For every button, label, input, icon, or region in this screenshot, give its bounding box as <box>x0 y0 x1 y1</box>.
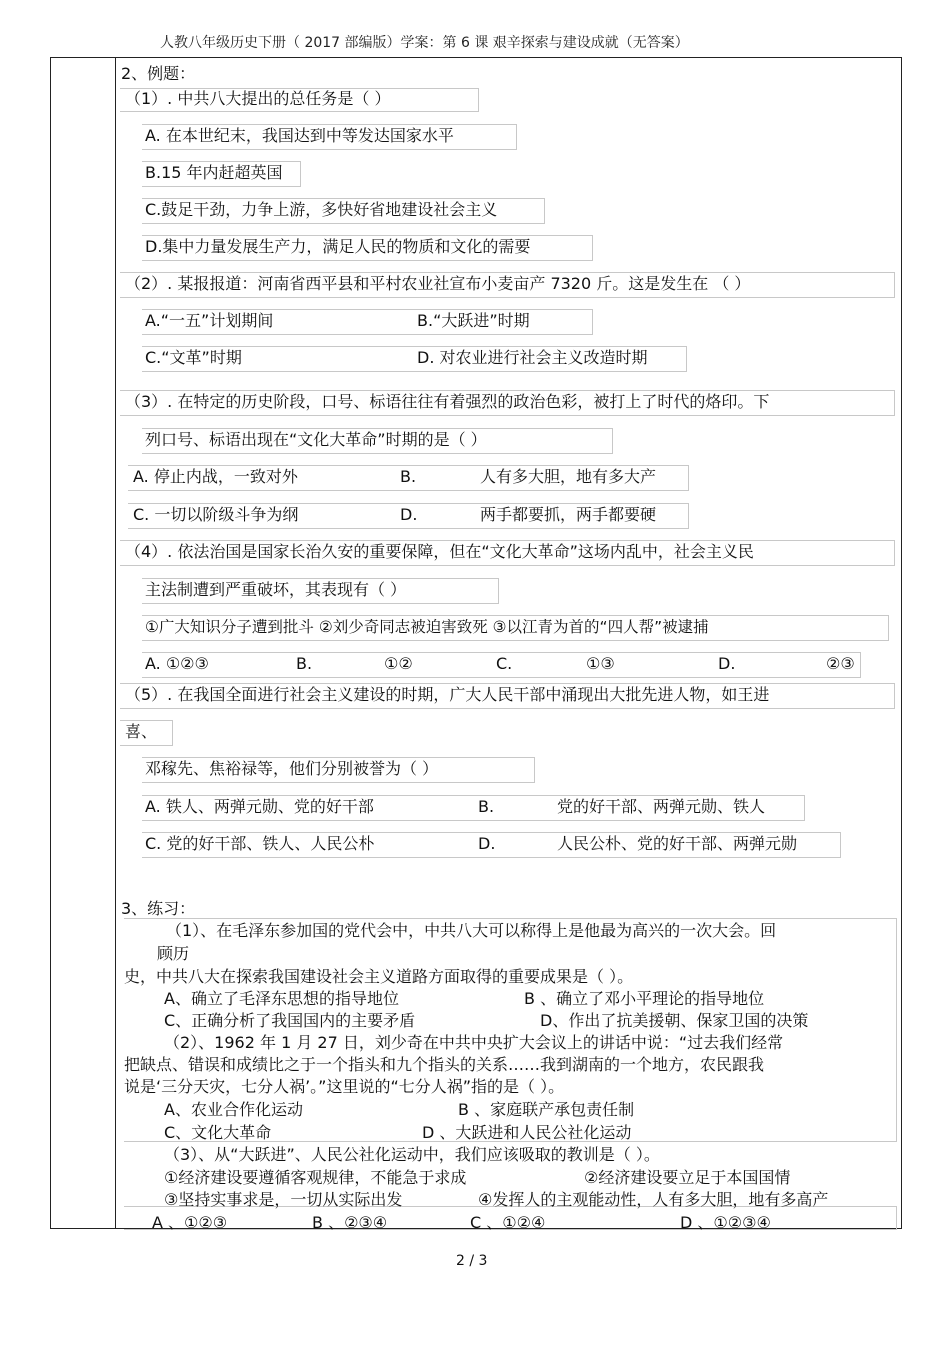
practice-q3-stem: （3）、从“大跃进”、人民公社化运动中，我们应该吸取的教训是（ ）。 <box>164 1145 660 1164</box>
example-q3-option-b: 人有多大胆，地有多大产 <box>480 467 657 486</box>
example-q5-option-b: 党的好干部、两弹元勋、铁人 <box>557 797 766 816</box>
practice-q2-stem-line3: 说是‘三分天灾，七分人祸’。”这里说的“七分人祸”指的是（ ）。 <box>124 1077 565 1096</box>
example-q4-option-a: A. ①②③ <box>145 654 209 673</box>
example-q3-option-d-letter: D. <box>400 505 418 524</box>
example-q2-option-c: C.“文革”时期 <box>145 348 242 367</box>
example-q4-option-c: ①③ <box>586 654 615 673</box>
example-q1-option-c: C.鼓足干劲，力争上游，多快好省地建设社会主义 <box>145 200 498 219</box>
example-q5-option-c: C. 党的好干部、铁人、人民公朴 <box>145 834 375 853</box>
practice-q2-option-b: B 、家庭联产承包责任制 <box>458 1100 635 1119</box>
example-q3-stem-line1: （3）. 在特定的历史阶段，口号、标语往往有着强烈的政治色彩，被打上了时代的烙印。下 <box>125 392 770 411</box>
example-q5-option-a: A. 铁人、两弹元勋、党的好干部 <box>145 797 374 816</box>
example-q1-stem: （1）. 中共八大提出的总任务是（ ） <box>125 89 391 108</box>
practice-q2-option-a: A、农业合作化运动 <box>164 1100 303 1119</box>
practice-q3-item1: ①经济建设要遵循客观规律，不能急于求成 <box>164 1168 467 1187</box>
example-q3-stem-line2: 列口号、标语出现在“文化大革命”时期的是（ ） <box>145 430 487 449</box>
example-q2-stem: （2）. 某报报道：河南省西平县和平村农业社宣布小麦亩产 7320 斤。这是发生在 （ ） <box>125 274 751 293</box>
practice-q1-option-c: C、正确分析了我国国内的主要矛盾 <box>164 1011 416 1030</box>
example-q4-option-c-letter: C. <box>496 654 513 673</box>
practice-q1-stem-line3: 史，中共八大在探索我国建设社会主义道路方面取得的重要成果是（ ）。 <box>124 967 634 986</box>
practice-heading: 3、练习： <box>121 899 196 918</box>
practice-q2-stem-line1: （2）、1962 年 1 月 27 日，刘少奇在中共中央扩大会议上的讲话中说：“过去我们经常 <box>164 1033 784 1052</box>
page-number: 2 / 3 <box>456 1253 488 1269</box>
practice-q3-item3: ③坚持实事求是，一切从实际出发 <box>164 1190 403 1209</box>
practice-q2-stem-line2: 把缺点、错误和成绩比之于一个指头和九个指头的关系……我到湖南的一个地方，农民跟我 <box>124 1055 765 1074</box>
example-q4-option-d: ②③ <box>826 654 855 673</box>
example-q3-option-d: 两手都要抓，两手都要硬 <box>480 505 657 524</box>
example-q3-option-c: C. 一切以阶级斗争为纲 <box>133 505 299 524</box>
practice-q1-option-d: D、作出了抗美援朝、保家卫国的决策 <box>540 1011 809 1030</box>
example-q2-option-a: A.“一五”计划期间 <box>145 311 274 330</box>
practice-q3-option-a: A 、①②③ <box>152 1213 228 1232</box>
example-q1-option-b: B.15 年内赶超英国 <box>145 163 283 182</box>
example-q5-stem-line1: （5）. 在我国全面进行社会主义建设的时期，广大人民干部中涌现出大批先进人物，如王进 <box>125 685 770 704</box>
practice-q3-option-c: C 、①②④ <box>470 1213 546 1232</box>
example-q5-stem-line2: 喜、 <box>125 722 158 741</box>
example-q4-option-b-letter: B. <box>296 654 313 673</box>
example-q3-option-b-letter: B. <box>400 467 417 486</box>
example-q5-option-d: 人民公朴、党的好干部、两弹元勋 <box>557 834 798 853</box>
practice-q3-item4: ④发挥人的主观能动性，人有多大胆，地有多高产 <box>478 1190 829 1209</box>
example-q1-option-d: D.集中力量发展生产力，满足人民的物质和文化的需要 <box>145 237 531 256</box>
practice-q2-option-c: C、文化大革命 <box>164 1123 272 1142</box>
example-q4-option-b: ①② <box>384 654 413 673</box>
practice-q3-option-d: D 、①②③④ <box>680 1213 771 1232</box>
example-q5-option-d-letter: D. <box>478 834 496 853</box>
practice-q2-option-d: D 、大跃进和人民公社化运动 <box>422 1123 632 1142</box>
practice-q1-stem-line2: 顾历 <box>157 944 190 963</box>
practice-q3-option-b: B 、②③④ <box>312 1213 388 1232</box>
example-q3-option-a: A. 停止内战，一致对外 <box>133 467 298 486</box>
example-heading: 2、例题： <box>121 64 196 83</box>
example-q5-option-b-letter: B. <box>478 797 495 816</box>
example-q4-stem-line2: 主法制遭到严重破坏，其表现有（ ） <box>145 580 407 599</box>
page-header: 人教八年级历史下册（ 2017 部编版）学案：第 6 课 艰辛探索与建设成就（无答案） <box>160 35 689 51</box>
example-q2-option-d: D. 对农业进行社会主义改造时期 <box>417 348 648 367</box>
example-q1-option-a: A. 在本世纪末，我国达到中等发达国家水平 <box>145 126 454 145</box>
practice-q3-item2: ②经济建设要立足于本国国情 <box>584 1168 791 1187</box>
practice-q1-option-a: A、确立了毛泽东思想的指导地位 <box>164 989 399 1008</box>
example-q4-items: ①广大知识分子遭到批斗 ②刘少奇同志被迫害致死 ③以江青为首的“四人帮”被逮捕 <box>145 618 709 636</box>
practice-q1-stem-line1: （1）、在毛泽东参加国的党代会中，中共八大可以称得上是他最为高兴的一次大会。回 <box>166 921 777 940</box>
practice-q1-option-b: B 、确立了邓小平理论的指导地位 <box>524 989 765 1008</box>
example-q4-stem-line1: （4）. 依法治国是国家长治久安的重要保障，但在“文化大革命”这场内乱中，社会主义民 <box>125 542 754 561</box>
example-q4-option-d-letter: D. <box>718 654 736 673</box>
example-q2-option-b: B.“大跃进”时期 <box>417 311 530 330</box>
example-q5-stem-line3: 邓稼先、焦裕禄等，他们分别被誉为（ ） <box>145 759 439 778</box>
